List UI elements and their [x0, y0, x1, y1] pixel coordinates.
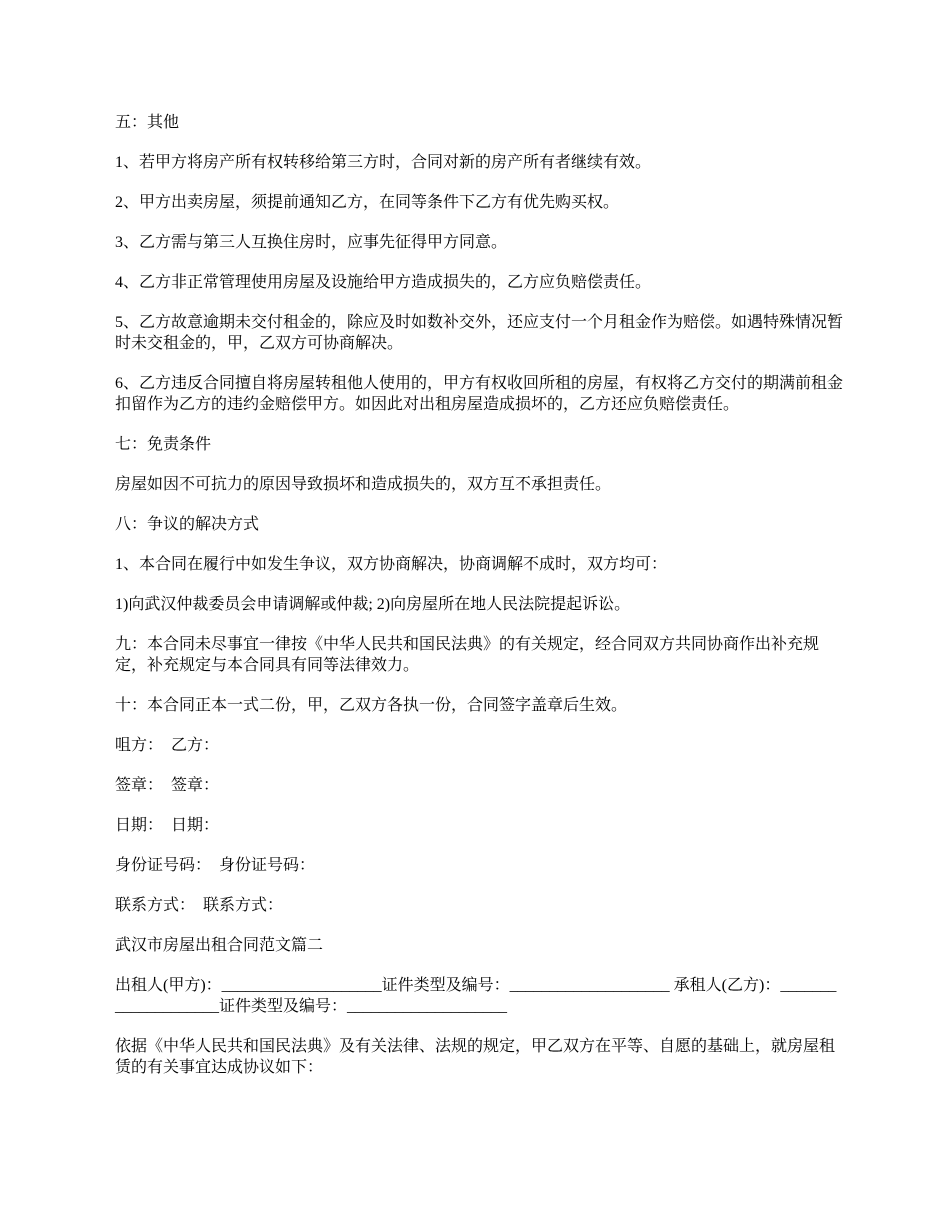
- clause-paragraph: 房屋如因不可抗力的原因导致损坏和造成损失的，双方互不承担责任。: [115, 476, 612, 493]
- signature-party-line: 咀方： 乙方：: [115, 737, 220, 754]
- clause-paragraph: 十：本合同正本一式二份，甲，乙双方各执一份，合同签字盖章后生效。: [115, 697, 628, 714]
- document-body: [115, 112, 843, 1097]
- clause-paragraph: 5、乙方故意逾期未交付租金的，除应及时如数补交外，还应支付一个月租金作为赔偿。如遇特殊情况暂时未交租金的，甲，乙双方可协商解决。: [115, 314, 844, 352]
- signature-seal-line: 签章： 签章：: [115, 777, 220, 794]
- clause-paragraph: 4、乙方非正常管理使用房屋及设施给甲方造成损失的，乙方应负赔偿责任。: [115, 274, 652, 291]
- signature-id-line: 身份证号码： 身份证号码：: [115, 857, 316, 874]
- clause-paragraph: 1、本合同在履行中如发生争议，双方协商解决，协商调解不成时，双方均可：: [115, 556, 668, 573]
- section-heading-other: 五：其他: [115, 114, 180, 131]
- clause-paragraph: 依据《中华人民共和国民法典》及有关法律、法规的规定，甲乙双方在平等、自愿的基础上，就房屋租赁的有关事宜达成协议如下：: [115, 1038, 836, 1076]
- clause-paragraph: 1)向武汉仲裁委员会申请调解或仲裁; 2)向房屋所在地人民法院提起诉讼。: [115, 596, 631, 613]
- signature-contact-line: 联系方式： 联系方式：: [115, 897, 284, 914]
- document-title-part-two: 武汉市房屋出租合同范文篇二: [115, 937, 324, 954]
- clause-paragraph: 1、若甲方将房产所有权转移给第三方时，合同对新的房产所有者继续有效。: [115, 154, 652, 171]
- clause-paragraph: 6、乙方违反合同擅自将房屋转租他人使用的，甲方有权收回所租的房屋，有权将乙方交付的期满前租金扣留作为乙方的违约金赔偿甲方。如因此对出租房屋造成损坏的，乙方还应负赔偿责任。: [115, 375, 844, 413]
- section-heading-exemption: 七：免责条件: [115, 436, 212, 453]
- clause-paragraph: 3、乙方需与第三人互换住房时，应事先征得甲方同意。: [115, 234, 508, 251]
- parties-fill-in-line: 出租人(甲方)：____________________证件类型及编号：____________________ 承租人(乙方)：____________________证件类型及编号：____________________: [115, 977, 837, 1015]
- section-heading-dispute: 八：争议的解决方式: [115, 516, 260, 533]
- clause-paragraph: 2、甲方出卖房屋，须提前通知乙方，在同等条件下乙方有优先购买权。: [115, 194, 620, 211]
- signature-date-line: 日期： 日期：: [115, 817, 220, 834]
- clause-paragraph: 九：本合同未尽事宜一律按《中华人民共和国民法典》的有关规定，经合同双方共同协商作出补充规定，补充规定与本合同具有同等法律效力。: [115, 636, 820, 674]
